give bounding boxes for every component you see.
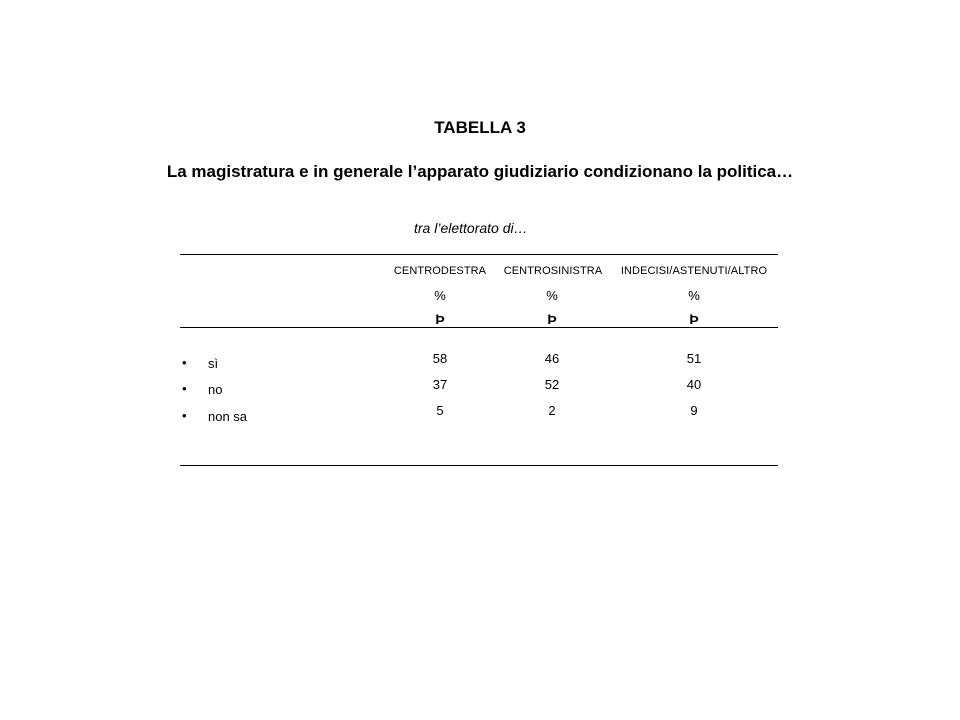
column-unit-indecisi: % — [688, 288, 700, 303]
column-header-centrosinistra: CENTROSINISTRA — [503, 265, 603, 277]
cell-si-indecisi: 51 — [686, 351, 702, 366]
column-arrow-centrodestra: Þ — [435, 311, 445, 327]
table-header-rule — [180, 327, 778, 328]
cell-no-centrodestra: 37 — [432, 377, 448, 392]
row-bullet: • — [182, 408, 187, 423]
column-arrow-centrosinistra: Þ — [547, 311, 557, 327]
cell-no-indecisi: 40 — [686, 377, 702, 392]
column-arrow-indecisi: Þ — [689, 311, 699, 327]
table-subtitle: La magistratura e in generale l’apparato giudiziario condizionano la politica… — [166, 162, 794, 181]
table-caption: tra l’elettorato di… — [414, 220, 528, 236]
row-label-non-sa: non sa — [208, 409, 248, 424]
table-title: TABELLA 3 — [434, 118, 526, 137]
cell-si-centrosinistra: 46 — [544, 351, 560, 366]
cell-non-sa-indecisi: 9 — [690, 403, 698, 418]
column-unit-centrosinistra: % — [546, 288, 558, 303]
row-bullet: • — [182, 381, 187, 396]
row-label-si: sì — [208, 356, 219, 371]
cell-no-centrosinistra: 52 — [544, 377, 560, 392]
cell-non-sa-centrosinistra: 2 — [548, 403, 556, 418]
column-header-centrodestra: CENTRODESTRA — [393, 265, 487, 277]
row-label-no: no — [208, 382, 223, 397]
table-bottom-rule — [180, 465, 778, 466]
column-unit-centrodestra: % — [434, 288, 446, 303]
cell-non-sa-centrodestra: 5 — [436, 403, 444, 418]
column-header-indecisi: INDECISI/ASTENUTI/ALTRO — [620, 265, 768, 277]
cell-si-centrodestra: 58 — [432, 351, 448, 366]
table-top-rule — [180, 254, 778, 255]
row-bullet: • — [182, 355, 187, 370]
